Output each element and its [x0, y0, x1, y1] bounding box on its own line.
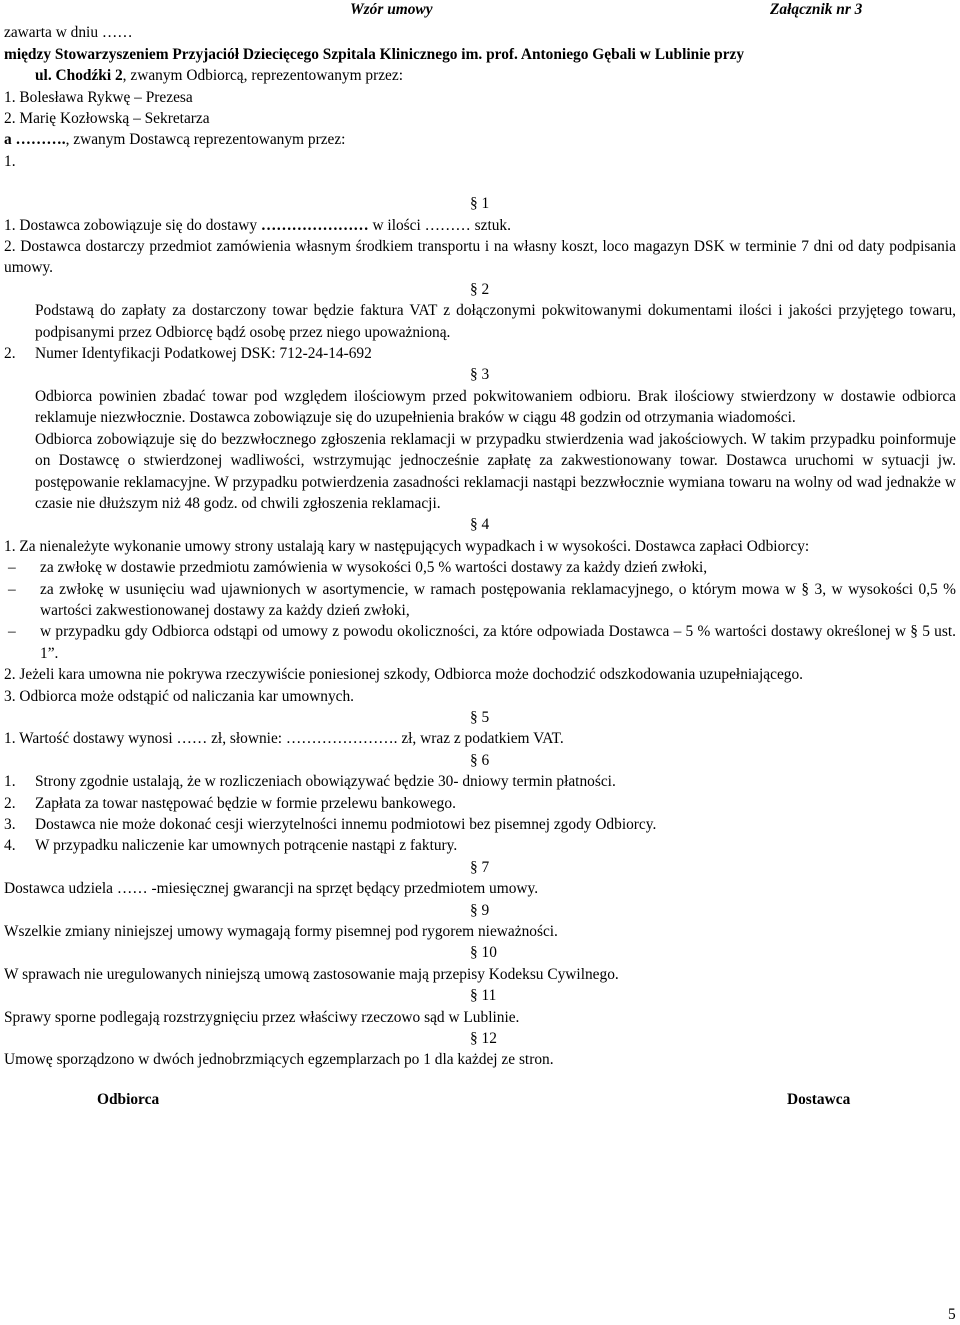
s10-paragraph-1: W sprawach nie uregulowanych niniejszą umową zastosowanie mają przepisy Kodeksu Cywilnego. [4, 965, 619, 983]
representative-2: 2. Marię Kozłowską – Sekretarza [4, 110, 210, 128]
section-title-4: § 4 [470, 516, 490, 534]
s3-p1-text: Odbiorca powinien zbadać towar pod względem ilościowym przed pokwitowaniem odbioru. Brak ilościowy stwierdzony w dostawie odbiorca reklamuje niezwłocznie. Dostawca zobowiązuje się do uzupełnienia braków w ciągu 48 godzin od otrzymania wiadomości. [35, 387, 956, 427]
s1-p1-placeholder: ………………… [260, 216, 369, 234]
s3-p2-text: Odbiorca zobowiązuje się do bezzwłocznego zgłoszenia reklamacji w przypadku stwierdzenia wad jakościowych. W takim przypadku poinformuje on Dostawcę o stwierdzonej wadliwości, wstrzymując jednocześnie zapłatę za zakwestionowany towar. Dostawca uruchomi w sytuacji jw. postępowanie reklamacyjne. W przypadku potwierdzenia zasadności reklamacji nastąpi bezzwłocznie wymiana towaru na wolny od wad jednakże w czasie nie dłuższym niż 48 godz. od chwili zgłoszenia reklamacji. [35, 430, 956, 512]
s6-item [4, 771, 956, 792]
contract-parties [4, 22, 956, 172]
s4-paragraph-2: 2. Jeżeli kara umowna nie pokrywa rzeczywiście poniesionej szkody, Odbiorca może dochodzić odszkodowania uzupełniającego. [4, 666, 804, 684]
s9-paragraph-1: Wszelkie zmiany niniejszej umowy wymagają formy pisemnej pod rygorem nieważności. [4, 923, 558, 941]
s12-paragraph-1: Umowę sporządzono w dwóch jednobrzmiących egzemplarzach po 1 dla każdej ze stron. [4, 1051, 554, 1069]
s2-paragraph-2 [4, 343, 956, 364]
s2-paragraph-1 [4, 300, 956, 343]
penalty-item-3: – w przypadku gdy Odbiorca odstąpi od umowy z powodu okoliczności, za które odpowiada Dostawca – 5 % wartości dostawy określonej w § 5 ust. 1”. [4, 621, 956, 664]
section-title-6: § 6 [470, 751, 490, 769]
s6-item-text: Dostawca nie może dokonać cesji wierzytelności innemu podmiotowi bez pisemnej zgody Odbiorcy. [35, 816, 657, 834]
contract-document [4, 1, 956, 1113]
section-title-3: § 3 [470, 366, 490, 384]
penalty-item-1: – za zwłokę w dostawie przedmiotu zamówienia w wysokości 0,5 % wartości dostawy za każdy dzień zwłoki, [4, 557, 956, 578]
supplier-placeholder: a ………. [4, 131, 66, 149]
s6-item-number: 4. [4, 837, 16, 855]
address-text: ul. Chodźki 2 [35, 67, 123, 85]
address-rest: , zwanym Odbiorcą, reprezentowanym przez: [122, 67, 403, 85]
signature-supplier: Dostawca [787, 1090, 851, 1108]
supplier-rest: , zwanym Dostawcą reprezentowanym przez: [65, 131, 346, 149]
s2-p2-number: 2. [4, 345, 16, 363]
section-title-7: § 7 [470, 858, 490, 876]
s6-item [4, 793, 956, 814]
s3-p1-number [4, 386, 35, 407]
s6-item [4, 835, 956, 856]
section-title-12: § 12 [470, 1030, 497, 1048]
s6-item-number: 3. [4, 816, 16, 834]
s6-item-number: 1. [4, 773, 16, 791]
section-title-9: § 9 [470, 901, 490, 919]
s3-paragraph-2 [4, 429, 956, 515]
s2-p1-text: Podstawą do zapłaty za dostarczony towar będzie faktura VAT z dołączonymi pokwitowanymi dokumentami ilości i jakości przyjętego towaru, podpisanymi przez Odbiorcę bądź osobę przez niego upoważnioną. [35, 302, 956, 341]
section-title-10: § 10 [470, 944, 497, 962]
s1-paragraph-1 [4, 215, 956, 236]
s1-paragraph-2: 2. Dostawca dostarczy przedmiot zamówienia własnym środkiem transportu i na własny koszt, loco magazyn DSK w terminie 7 dni od daty podpisania umowy. [4, 238, 956, 277]
document-header [4, 1, 956, 22]
s6-item-text: Strony zgodnie ustalają, że w rozliczeniach obowiązywać będzie 30- dniowy termin płatności. [35, 773, 616, 791]
s3-p2-number [4, 429, 35, 450]
section-title-2: § 2 [470, 280, 490, 298]
intro-address-line [4, 65, 956, 86]
penalty-item-2: – za zwłokę w usunięciu wad ujawnionych w asortymencie, w ramach postępowania reklamacyjnego, o którym mowa w § 3, w wysokości 0,5 % wartości zakwestionowanej dostawy za każdy dzień zwłoki, [4, 579, 956, 622]
intro-date-line: zawarta w dniu …… [4, 24, 133, 42]
s4-paragraph-3: 3. Odbiorca może odstąpić od naliczania kar umownych. [4, 687, 355, 705]
representative-1: 1. Bolesława Rykwę – Prezesa [4, 88, 193, 106]
section-title-11: § 11 [470, 987, 497, 1005]
s6-item-text: W przypadku naliczenie kar umownych potrącenie nastąpi z faktury. [35, 837, 458, 855]
page-number: 5 [948, 1306, 956, 1323]
s7-paragraph-1: Dostawca udziela …… -miesięcznej gwarancji na sprzęt będący przedmiotem umowy. [4, 880, 539, 898]
intro-parties-line: między Stowarzyszeniem Przyjaciół Dziecięcego Szpitala Klinicznego im. prof. Antoniego Gębali w Lublinie przy [4, 45, 745, 63]
s5-paragraph-1: 1. Wartość dostawy wynosi …… zł, słownie: …………………. zł, wraz z podatkiem VAT. [4, 730, 564, 748]
s3-paragraph-1 [4, 386, 956, 429]
annex-label: Załącznik nr 3 [770, 1, 863, 18]
s11-paragraph-1: Sprawy sporne podlegają rozstrzygnięciu przez właściwy rzeczowo sąd w Lublinie. [4, 1008, 520, 1026]
s1-p1-text: 1. Dostawca zobowiązuje się do dostawy [4, 216, 261, 234]
s2-p2-text: Numer Identyfikacji Podatkowej DSK: 712-24-14-692 [35, 345, 372, 363]
s6-item [4, 814, 956, 835]
s6-item-text: Zapłata za towar następować będzie w formie przelewu bankowego. [35, 794, 456, 812]
section-title-1: § 1 [470, 195, 490, 213]
s6-item-number: 2. [4, 794, 16, 812]
signature-block [4, 1091, 956, 1113]
supplier-line [4, 129, 956, 150]
s1-p1-rest: w ilości ……… sztuk. [368, 216, 511, 234]
supplier-representative: 1. [4, 152, 16, 170]
document-title: Wzór umowy [350, 1, 433, 18]
section-title-5: § 5 [470, 708, 490, 726]
signature-recipient: Odbiorca [97, 1090, 160, 1108]
s2-p1-number [4, 300, 35, 321]
s4-paragraph-1: 1. Za nienależyte wykonanie umowy strony ustalają kary w następujących wypadkach i w wysokości. Dostawca zapłaci Odbiorcy: [4, 537, 810, 555]
